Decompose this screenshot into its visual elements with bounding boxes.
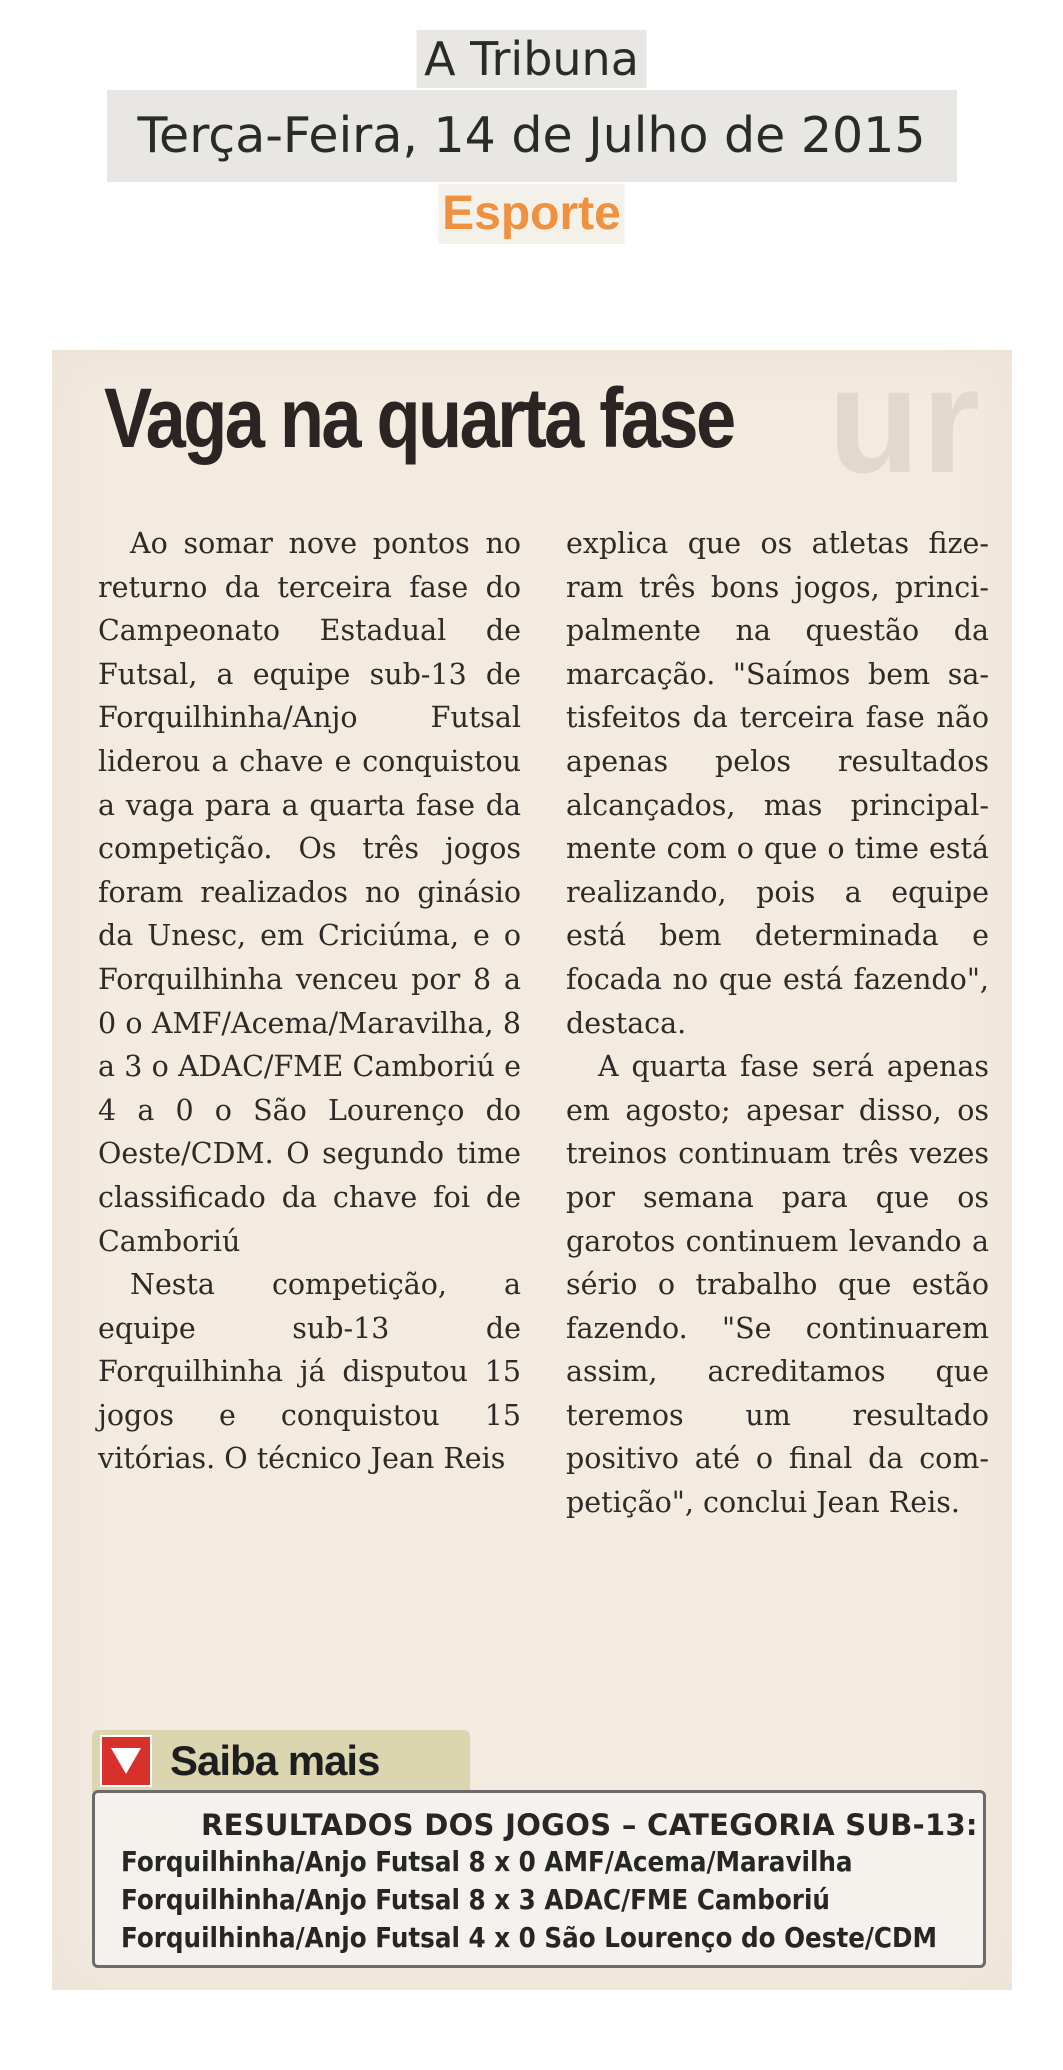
- paragraph: explica que os atletas fizeram três bons jogos, principalmente na questão da marcação. "Saímos bem satisfeitos da terceira fase não apenas pelos resultados alcançados, mas principalmente com o que o time está realizando, pois a equipe está bem determinada e focada no que está fazendo", destaca.: [566, 527, 989, 1040]
- triangle-down-icon: [100, 1735, 152, 1787]
- paragraph: Ao somar nove pontos no returno da terceira fase do Campeonato Estadual de Futsal, a equipe sub-13 de Forquilhinha/Anjo Futsal liderou a chave e conquistou a vaga para a quarta fase da competição. Os três jogos foram realizados no ginásio da Unesc, em Criciúma, e o Forquilhinha venceu por 8 a 0 o AMF/Acema/Maravilha, 8 a 3 o ADAC/FME Camboriú e 4 a 0 o São Lourenço do Oeste/CDM. O segundo time classificado da chave foi de Camboriú: [98, 527, 521, 1258]
- bleed-through-text: ur: [828, 350, 982, 504]
- result-row: Forquilhinha/Anjo Futsal 8 x 0 AMF/Acema/Maravilha: [121, 1845, 853, 1878]
- result-row: Forquilhinha/Anjo Futsal 8 x 3 ADAC/FME Camboriú: [121, 1883, 830, 1916]
- results-title: RESULTADOS DOS JOGOS – CATEGORIA SUB-13:: [201, 1808, 978, 1842]
- saiba-mais-tab: [92, 1730, 470, 1792]
- section-label: Esporte: [438, 184, 625, 244]
- article-column-right: [566, 522, 989, 1525]
- publication-date: Terça-Feira, 14 de Julho de 2015: [107, 90, 957, 182]
- saiba-mais-label: Saiba mais: [170, 1737, 380, 1784]
- newspaper-clipping: [52, 350, 1012, 1990]
- article-headline: Vaga na quarta fase: [104, 371, 734, 465]
- paragraph: A quarta fase será apenas em agosto; apesar disso, os treinos continuam três vezes por semana para que os garotos continuem levando a sério o trabalho que estão fazendo. "Se continuarem assim, acreditamos que teremos um resultado positivo até o final da competição", conclui Jean Reis.: [566, 1050, 989, 1520]
- paragraph: Nesta competição, a equipe sub-13 de Forquilhinha já disputou 15 jogos e conquistou 15 vitórias. O técnico Jean Reis: [98, 1268, 521, 1476]
- result-row: Forquilhinha/Anjo Futsal 4 x 0 São Lourenço do Oeste/CDM: [121, 1921, 937, 1954]
- article-column-left: [98, 522, 521, 1481]
- results-box: [92, 1790, 986, 1968]
- publication-name: A Tribuna: [416, 30, 647, 88]
